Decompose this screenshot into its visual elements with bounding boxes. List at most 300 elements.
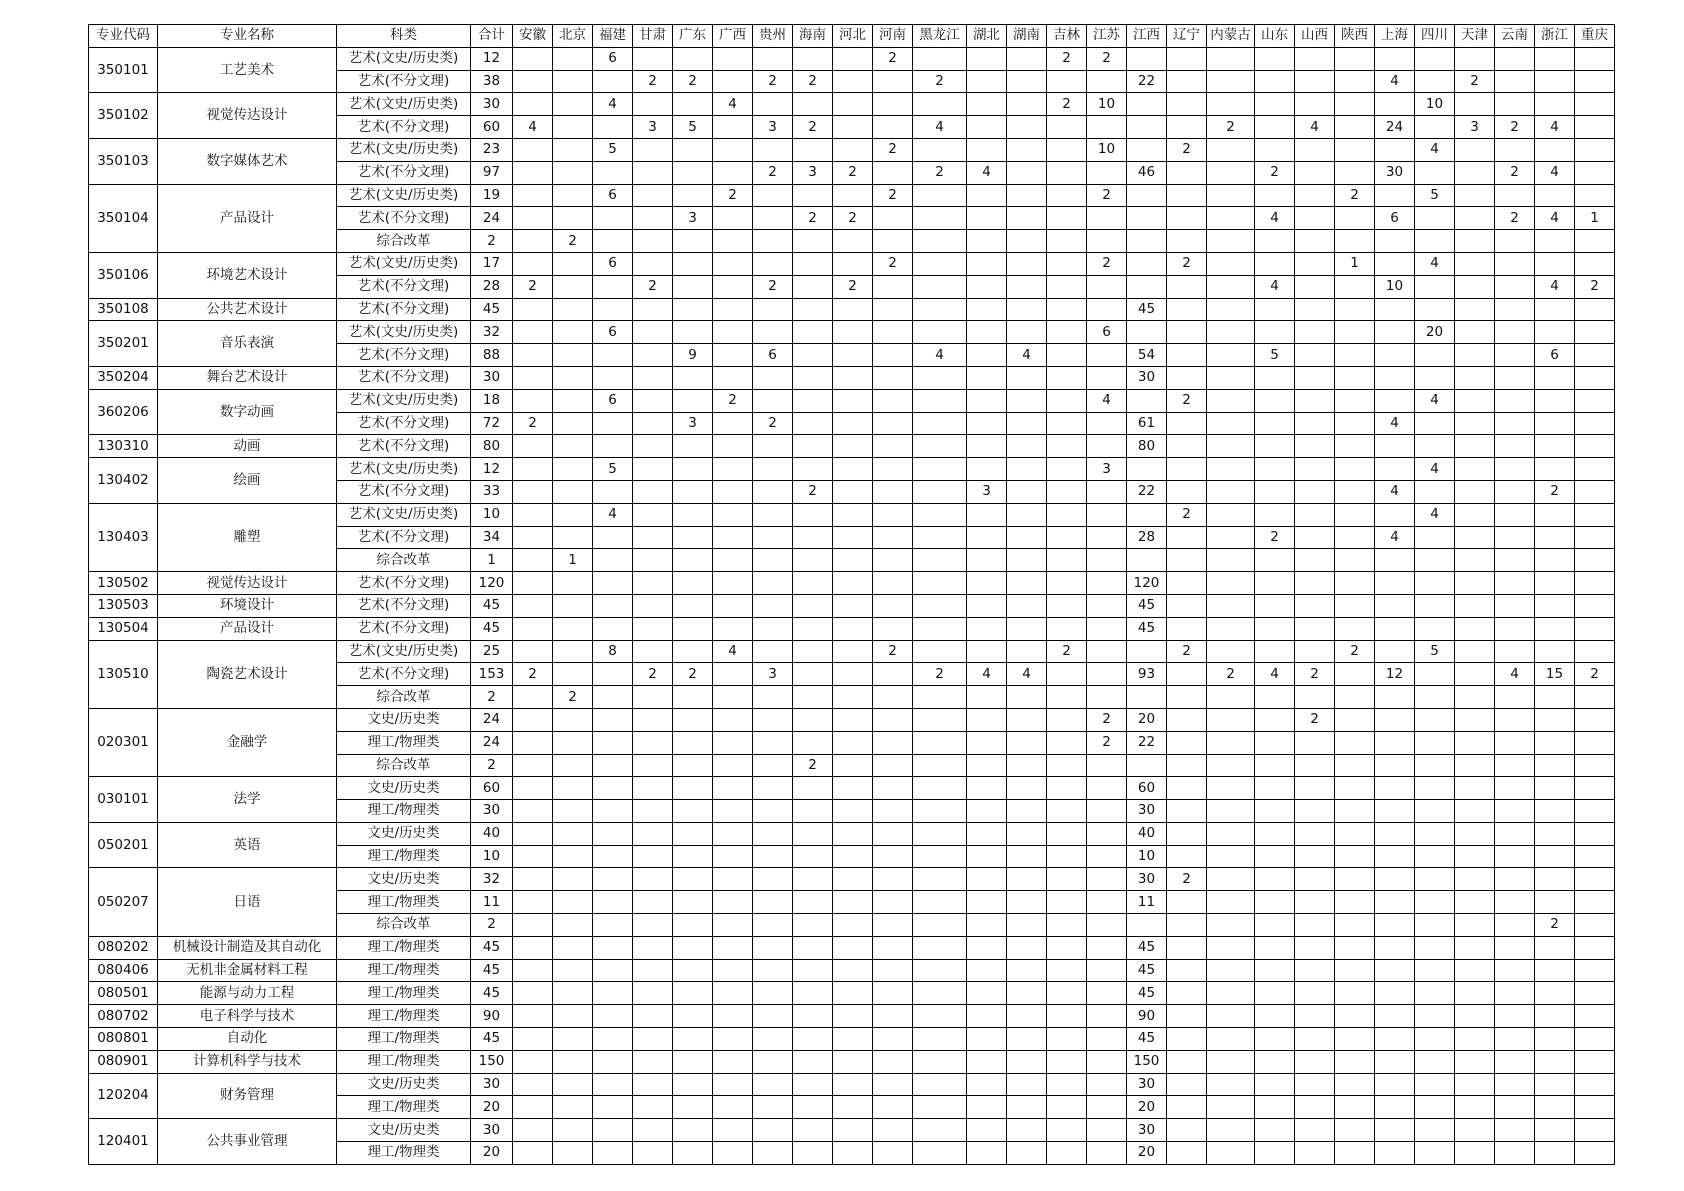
province-quota-cell — [873, 366, 913, 389]
province-quota-cell — [1495, 754, 1535, 777]
header-province: 福建 — [593, 25, 633, 48]
province-quota-cell — [913, 868, 967, 891]
province-quota-cell — [1295, 731, 1335, 754]
province-quota-cell — [553, 1142, 593, 1165]
province-quota-cell — [1575, 686, 1615, 709]
province-quota-cell — [833, 366, 873, 389]
province-quota-cell — [833, 184, 873, 207]
province-quota-cell — [793, 572, 833, 595]
province-quota-cell: 45 — [1127, 1028, 1167, 1051]
province-quota-cell — [673, 800, 713, 823]
province-quota-cell — [1255, 480, 1295, 503]
province-quota-cell: 10 — [1375, 275, 1415, 298]
province-quota-cell — [633, 891, 673, 914]
province-quota-cell — [1335, 70, 1375, 93]
province-quota-cell — [873, 982, 913, 1005]
province-quota-cell — [1167, 1073, 1207, 1096]
province-quota-cell — [1535, 754, 1575, 777]
major-name-cell: 绘画 — [158, 458, 337, 504]
province-quota-cell — [1047, 754, 1087, 777]
province-quota-cell — [1295, 321, 1335, 344]
total-cell: 24 — [471, 207, 513, 230]
province-quota-cell — [967, 1028, 1007, 1051]
province-quota-cell — [1375, 640, 1415, 663]
province-quota-cell — [1207, 868, 1255, 891]
province-quota-cell — [1167, 321, 1207, 344]
province-quota-cell — [833, 503, 873, 526]
province-quota-cell — [1495, 686, 1535, 709]
province-quota-cell — [713, 572, 753, 595]
province-quota-cell — [1535, 549, 1575, 572]
province-quota-cell — [1207, 845, 1255, 868]
province-quota-cell: 2 — [513, 275, 553, 298]
province-quota-cell — [1087, 959, 1127, 982]
province-quota-cell — [1375, 572, 1415, 595]
category-cell: 理工/物理类 — [337, 800, 471, 823]
category-cell: 艺术(文史/历史类) — [337, 252, 471, 275]
province-quota-cell: 5 — [673, 116, 713, 139]
province-quota-cell — [753, 1050, 793, 1073]
province-quota-cell — [1167, 93, 1207, 116]
total-cell: 30 — [471, 366, 513, 389]
province-quota-cell — [1455, 686, 1495, 709]
province-quota-cell: 20 — [1127, 1142, 1167, 1165]
province-quota-cell — [1575, 298, 1615, 321]
major-name-cell: 公共艺术设计 — [158, 298, 337, 321]
province-quota-cell — [1087, 982, 1127, 1005]
province-quota-cell — [873, 321, 913, 344]
table-row — [89, 822, 1615, 845]
province-quota-cell — [1295, 344, 1335, 367]
province-quota-cell — [673, 549, 713, 572]
province-quota-cell — [1207, 230, 1255, 253]
province-quota-cell — [1167, 572, 1207, 595]
province-quota-cell — [1007, 298, 1047, 321]
province-quota-cell: 4 — [967, 161, 1007, 184]
province-quota-cell: 4 — [1415, 252, 1455, 275]
major-code-cell: 350104 — [89, 184, 158, 252]
province-quota-cell — [753, 526, 793, 549]
province-quota-cell — [1207, 1005, 1255, 1028]
province-quota-cell — [553, 594, 593, 617]
province-quota-cell — [913, 936, 967, 959]
province-quota-cell — [1087, 549, 1127, 572]
province-quota-cell — [713, 1119, 753, 1142]
province-quota-cell — [553, 800, 593, 823]
header-province: 河北 — [833, 25, 873, 48]
province-quota-cell: 2 — [873, 138, 913, 161]
province-quota-cell — [1255, 70, 1295, 93]
province-quota-cell — [1007, 412, 1047, 435]
province-quota-cell — [873, 503, 913, 526]
province-quota-cell — [833, 822, 873, 845]
province-quota-cell — [753, 1028, 793, 1051]
province-quota-cell — [913, 458, 967, 481]
major-name-cell: 数字动画 — [158, 389, 337, 435]
province-quota-cell — [553, 845, 593, 868]
province-quota-cell: 30 — [1375, 161, 1415, 184]
province-quota-cell — [1255, 184, 1295, 207]
province-quota-cell — [1495, 252, 1535, 275]
province-quota-cell — [1167, 70, 1207, 93]
province-quota-cell — [1415, 47, 1455, 70]
province-quota-cell — [753, 594, 793, 617]
province-quota-cell: 30 — [1127, 1073, 1167, 1096]
province-quota-cell: 24 — [1375, 116, 1415, 139]
province-quota-cell — [1455, 617, 1495, 640]
province-quota-cell — [513, 1096, 553, 1119]
province-quota-cell — [713, 230, 753, 253]
province-quota-cell — [1495, 936, 1535, 959]
province-quota-cell — [1495, 435, 1535, 458]
province-quota-cell — [833, 754, 873, 777]
province-quota-cell — [593, 686, 633, 709]
province-quota-cell: 10 — [1087, 138, 1127, 161]
province-quota-cell — [967, 344, 1007, 367]
province-quota-cell — [1207, 321, 1255, 344]
province-quota-cell — [1007, 116, 1047, 139]
province-quota-cell — [1255, 366, 1295, 389]
province-quota-cell — [1295, 207, 1335, 230]
province-quota-cell — [1295, 686, 1335, 709]
province-quota-cell — [1007, 686, 1047, 709]
province-quota-cell — [1535, 366, 1575, 389]
province-quota-cell: 2 — [753, 70, 793, 93]
province-quota-cell — [553, 868, 593, 891]
province-quota-cell — [673, 686, 713, 709]
province-quota-cell — [673, 1119, 713, 1142]
province-quota-cell: 2 — [1335, 640, 1375, 663]
province-quota-cell — [833, 914, 873, 937]
province-quota-cell — [1007, 572, 1047, 595]
category-cell: 理工/物理类 — [337, 1005, 471, 1028]
province-quota-cell — [553, 458, 593, 481]
province-quota-cell — [1295, 754, 1335, 777]
category-cell: 理工/物理类 — [337, 1142, 471, 1165]
province-quota-cell — [1255, 1073, 1295, 1096]
province-quota-cell — [713, 800, 753, 823]
province-quota-cell: 2 — [753, 412, 793, 435]
province-quota-cell — [673, 252, 713, 275]
province-quota-cell — [833, 936, 873, 959]
province-quota-cell — [833, 708, 873, 731]
province-quota-cell — [833, 321, 873, 344]
province-quota-cell — [1087, 936, 1127, 959]
province-quota-cell — [753, 891, 793, 914]
province-quota-cell — [1455, 1119, 1495, 1142]
province-quota-cell — [873, 936, 913, 959]
province-quota-cell — [1575, 754, 1615, 777]
province-quota-cell — [1047, 708, 1087, 731]
province-quota-cell — [873, 480, 913, 503]
province-quota-cell — [967, 617, 1007, 640]
province-quota-cell — [633, 936, 673, 959]
province-quota-cell — [1087, 412, 1127, 435]
province-quota-cell — [1007, 47, 1047, 70]
province-quota-cell — [1415, 777, 1455, 800]
province-quota-cell — [673, 891, 713, 914]
major-name-cell: 工艺美术 — [158, 47, 337, 93]
province-quota-cell — [1495, 959, 1535, 982]
major-code-cell: 130504 — [89, 617, 158, 640]
province-quota-cell — [913, 480, 967, 503]
table-row — [89, 435, 1615, 458]
province-quota-cell — [1255, 594, 1295, 617]
province-quota-cell — [967, 503, 1007, 526]
province-quota-cell — [1495, 366, 1535, 389]
province-quota-cell: 2 — [833, 161, 873, 184]
province-quota-cell — [1575, 70, 1615, 93]
province-quota-cell — [1295, 914, 1335, 937]
province-quota-cell — [1255, 754, 1295, 777]
province-quota-cell — [513, 298, 553, 321]
province-quota-cell — [1047, 549, 1087, 572]
province-quota-cell — [833, 70, 873, 93]
province-quota-cell — [1415, 936, 1455, 959]
category-cell: 艺术(不分文理) — [337, 366, 471, 389]
province-quota-cell — [1535, 138, 1575, 161]
province-quota-cell — [1495, 275, 1535, 298]
province-quota-cell — [593, 207, 633, 230]
province-quota-cell — [633, 572, 673, 595]
major-code-cell: 350106 — [89, 252, 158, 298]
province-quota-cell — [713, 822, 753, 845]
province-quota-cell — [1047, 321, 1087, 344]
province-quota-cell — [513, 389, 553, 412]
province-quota-cell — [633, 252, 673, 275]
province-quota-cell — [1455, 822, 1495, 845]
province-quota-cell — [513, 184, 553, 207]
table-body — [89, 47, 1615, 1164]
province-quota-cell — [1295, 800, 1335, 823]
major-name-cell: 环境设计 — [158, 594, 337, 617]
province-quota-cell — [673, 1005, 713, 1028]
total-cell: 24 — [471, 731, 513, 754]
province-quota-cell — [913, 845, 967, 868]
province-quota-cell: 2 — [1047, 47, 1087, 70]
province-quota-cell: 2 — [1207, 116, 1255, 139]
province-quota-cell — [1207, 1119, 1255, 1142]
province-quota-cell — [1007, 959, 1047, 982]
category-cell: 艺术(不分文理) — [337, 161, 471, 184]
total-cell: 45 — [471, 298, 513, 321]
major-code-cell: 350204 — [89, 366, 158, 389]
province-quota-cell — [513, 252, 553, 275]
province-quota-cell — [1295, 435, 1335, 458]
province-quota-cell — [967, 207, 1007, 230]
province-quota-cell — [1375, 93, 1415, 116]
province-quota-cell — [1255, 914, 1295, 937]
province-quota-cell — [1295, 366, 1335, 389]
province-quota-cell — [713, 731, 753, 754]
province-quota-cell — [1575, 1005, 1615, 1028]
category-cell: 综合改革 — [337, 549, 471, 572]
province-quota-cell — [1295, 298, 1335, 321]
province-quota-cell: 5 — [593, 458, 633, 481]
province-quota-cell — [1455, 1142, 1495, 1165]
province-quota-cell: 4 — [1375, 412, 1415, 435]
major-name-cell: 日语 — [158, 868, 337, 936]
province-quota-cell — [1455, 982, 1495, 1005]
province-quota-cell: 2 — [1335, 184, 1375, 207]
province-quota-cell — [1415, 731, 1455, 754]
province-quota-cell — [1295, 389, 1335, 412]
province-quota-cell: 2 — [1575, 275, 1615, 298]
province-quota-cell: 4 — [713, 93, 753, 116]
province-quota-cell — [753, 47, 793, 70]
province-quota-cell — [633, 959, 673, 982]
province-quota-cell — [1535, 982, 1575, 1005]
province-quota-cell — [1535, 1005, 1575, 1028]
province-quota-cell — [833, 731, 873, 754]
province-quota-cell — [793, 594, 833, 617]
province-quota-cell — [593, 1073, 633, 1096]
category-cell: 艺术(文史/历史类) — [337, 389, 471, 412]
province-quota-cell — [1167, 184, 1207, 207]
province-quota-cell — [593, 914, 633, 937]
province-quota-cell — [713, 503, 753, 526]
province-quota-cell: 30 — [1127, 868, 1167, 891]
province-quota-cell — [1495, 1142, 1535, 1165]
province-quota-cell — [1455, 549, 1495, 572]
province-quota-cell — [513, 549, 553, 572]
category-cell: 艺术(文史/历史类) — [337, 458, 471, 481]
province-quota-cell: 45 — [1127, 594, 1167, 617]
province-quota-cell — [967, 868, 1007, 891]
province-quota-cell — [1575, 138, 1615, 161]
province-quota-cell — [633, 822, 673, 845]
province-quota-cell: 2 — [633, 70, 673, 93]
province-quota-cell — [1375, 959, 1415, 982]
province-quota-cell — [913, 321, 967, 344]
province-quota-cell — [1375, 777, 1415, 800]
province-quota-cell — [1047, 1119, 1087, 1142]
enrollment-quota-table — [88, 24, 1615, 1165]
province-quota-cell — [1295, 640, 1335, 663]
province-quota-cell — [967, 526, 1007, 549]
province-quota-cell — [713, 686, 753, 709]
province-quota-cell — [1575, 458, 1615, 481]
province-quota-cell — [1087, 868, 1127, 891]
province-quota-cell — [1375, 321, 1415, 344]
province-quota-cell — [1415, 275, 1455, 298]
province-quota-cell — [913, 503, 967, 526]
province-quota-cell — [793, 503, 833, 526]
province-quota-cell — [1087, 480, 1127, 503]
province-quota-cell: 5 — [1415, 184, 1455, 207]
province-quota-cell — [1535, 412, 1575, 435]
province-quota-cell — [1207, 412, 1255, 435]
province-quota-cell — [873, 777, 913, 800]
province-quota-cell — [1535, 1096, 1575, 1119]
province-quota-cell — [1335, 572, 1375, 595]
province-quota-cell — [1535, 1142, 1575, 1165]
province-quota-cell — [513, 458, 553, 481]
province-quota-cell — [1415, 366, 1455, 389]
province-quota-cell — [1375, 914, 1415, 937]
province-quota-cell — [1375, 754, 1415, 777]
province-quota-cell — [513, 526, 553, 549]
province-quota-cell — [1255, 617, 1295, 640]
province-quota-cell — [1575, 1142, 1615, 1165]
province-quota-cell — [1207, 503, 1255, 526]
province-quota-cell — [913, 1050, 967, 1073]
province-quota-cell: 4 — [1007, 663, 1047, 686]
province-quota-cell — [967, 184, 1007, 207]
province-quota-cell — [1167, 412, 1207, 435]
province-quota-cell — [1207, 1050, 1255, 1073]
table-row — [89, 572, 1615, 595]
province-quota-cell — [673, 708, 713, 731]
province-quota-cell — [633, 686, 673, 709]
total-cell: 72 — [471, 412, 513, 435]
province-quota-cell — [1335, 366, 1375, 389]
province-quota-cell — [1295, 1119, 1335, 1142]
province-quota-cell — [1087, 777, 1127, 800]
province-quota-cell — [1007, 891, 1047, 914]
province-quota-cell — [513, 1028, 553, 1051]
province-quota-cell — [673, 47, 713, 70]
province-quota-cell — [967, 708, 1007, 731]
province-quota-cell — [1335, 549, 1375, 572]
province-quota-cell: 6 — [593, 47, 633, 70]
province-quota-cell — [1535, 822, 1575, 845]
province-quota-cell — [593, 708, 633, 731]
province-quota-cell — [593, 777, 633, 800]
province-quota-cell — [1167, 230, 1207, 253]
province-quota-cell — [1047, 982, 1087, 1005]
province-quota-cell — [1007, 777, 1047, 800]
province-quota-cell — [913, 47, 967, 70]
province-quota-cell — [1495, 1119, 1535, 1142]
province-quota-cell — [1047, 70, 1087, 93]
province-quota-cell — [593, 366, 633, 389]
category-cell: 艺术(不分文理) — [337, 663, 471, 686]
province-quota-cell: 93 — [1127, 663, 1167, 686]
category-cell: 艺术(不分文理) — [337, 298, 471, 321]
province-quota-cell — [873, 207, 913, 230]
province-quota-cell — [713, 458, 753, 481]
category-cell: 艺术(不分文理) — [337, 275, 471, 298]
province-quota-cell — [1335, 1096, 1375, 1119]
province-quota-cell — [793, 868, 833, 891]
province-quota-cell — [833, 959, 873, 982]
province-quota-cell — [833, 1005, 873, 1028]
province-quota-cell — [1575, 252, 1615, 275]
major-code-cell: 130402 — [89, 458, 158, 504]
province-quota-cell — [1455, 389, 1495, 412]
province-quota-cell — [1007, 1119, 1047, 1142]
province-quota-cell: 4 — [1255, 275, 1295, 298]
province-quota-cell — [873, 868, 913, 891]
province-quota-cell — [1255, 731, 1295, 754]
province-quota-cell — [833, 47, 873, 70]
province-quota-cell — [1415, 1050, 1455, 1073]
province-quota-cell — [1495, 982, 1535, 1005]
province-quota-cell — [1007, 594, 1047, 617]
province-quota-cell — [713, 321, 753, 344]
province-quota-cell — [553, 1096, 593, 1119]
table-row — [89, 868, 1615, 891]
province-quota-cell — [633, 617, 673, 640]
province-quota-cell — [673, 161, 713, 184]
province-quota-cell — [967, 70, 1007, 93]
province-quota-cell — [673, 1142, 713, 1165]
province-quota-cell: 3 — [633, 116, 673, 139]
total-cell: 1 — [471, 549, 513, 572]
category-cell: 文史/历史类 — [337, 1073, 471, 1096]
province-quota-cell — [593, 1142, 633, 1165]
